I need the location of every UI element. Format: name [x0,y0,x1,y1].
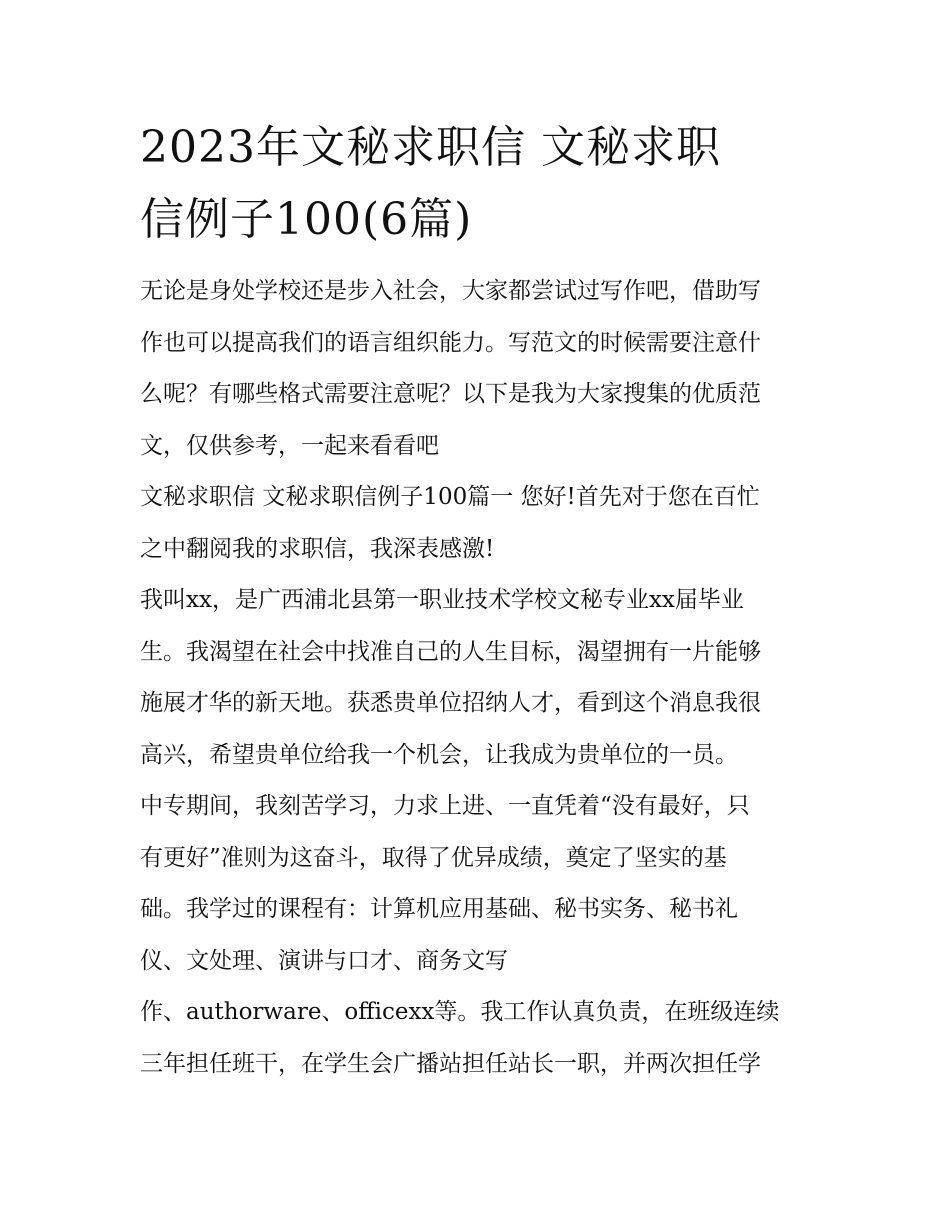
text-line: 我叫xx，是广西浦北县第一职业技术学校文秘专业xx届毕业 [140,587,744,613]
greeting-paragraph [140,472,830,575]
text-line: 础。我学过的课程有：计算机应用基础、秘书实务、秘书礼 [140,896,738,922]
intro-paragraph [140,266,830,472]
text-line: 中专期间，我刻苦学习，力求上进、一直凭着“没有最好，只 [140,793,750,819]
text-line: 施展才华的新天地。获悉贵单位招纳人才，看到这个消息我很 [140,690,761,716]
text-line: 文秘求职信 文秘求职信例子100篇一 您好!首先对于您在百忙 [140,484,760,510]
text-line: 生。我渴望在社会中找准自己的人生目标，渴望拥有一片能够 [140,638,761,665]
self-introduction-paragraph [140,575,830,781]
text-line: 么呢？有哪些格式需要注意呢？以下是我为大家搜集的优质范 [140,381,761,407]
text-line: 之中翻阅我的求职信，我深表感激! [140,535,495,562]
study-paragraph [140,781,830,987]
text-line: 作、authorware、officexx等。我工作认真负责，在班级连续 [140,999,780,1025]
text-line: 作也可以提高我们的语言组织能力。写范文的时候需要注意什 [140,329,761,356]
text-line: 文，仅供参考，一起来看看吧 [140,432,439,459]
text-line: 高兴，希望贵单位给我一个机会，让我成为贵单位的一员。 [140,741,738,768]
text-line: 无论是身处学校还是步入社会，大家都尝试过写作吧，借助写 [140,278,761,304]
text-line: 有更好”准则为这奋斗，取得了优异成绩，奠定了坚实的基 [140,844,727,871]
document-body [140,112,830,1090]
text-line: 三年担任班干，在学生会广播站担任站长一职，并两次担任学 [140,1050,761,1077]
text-line: 仪、文处理、演讲与口才、商务文写 [140,947,508,974]
title-line: 信例子100(6篇) [140,194,473,245]
title-line: 2023年文秘求职信 文秘求职 [140,122,721,173]
document-title [140,112,830,256]
work-paragraph [140,987,830,1090]
